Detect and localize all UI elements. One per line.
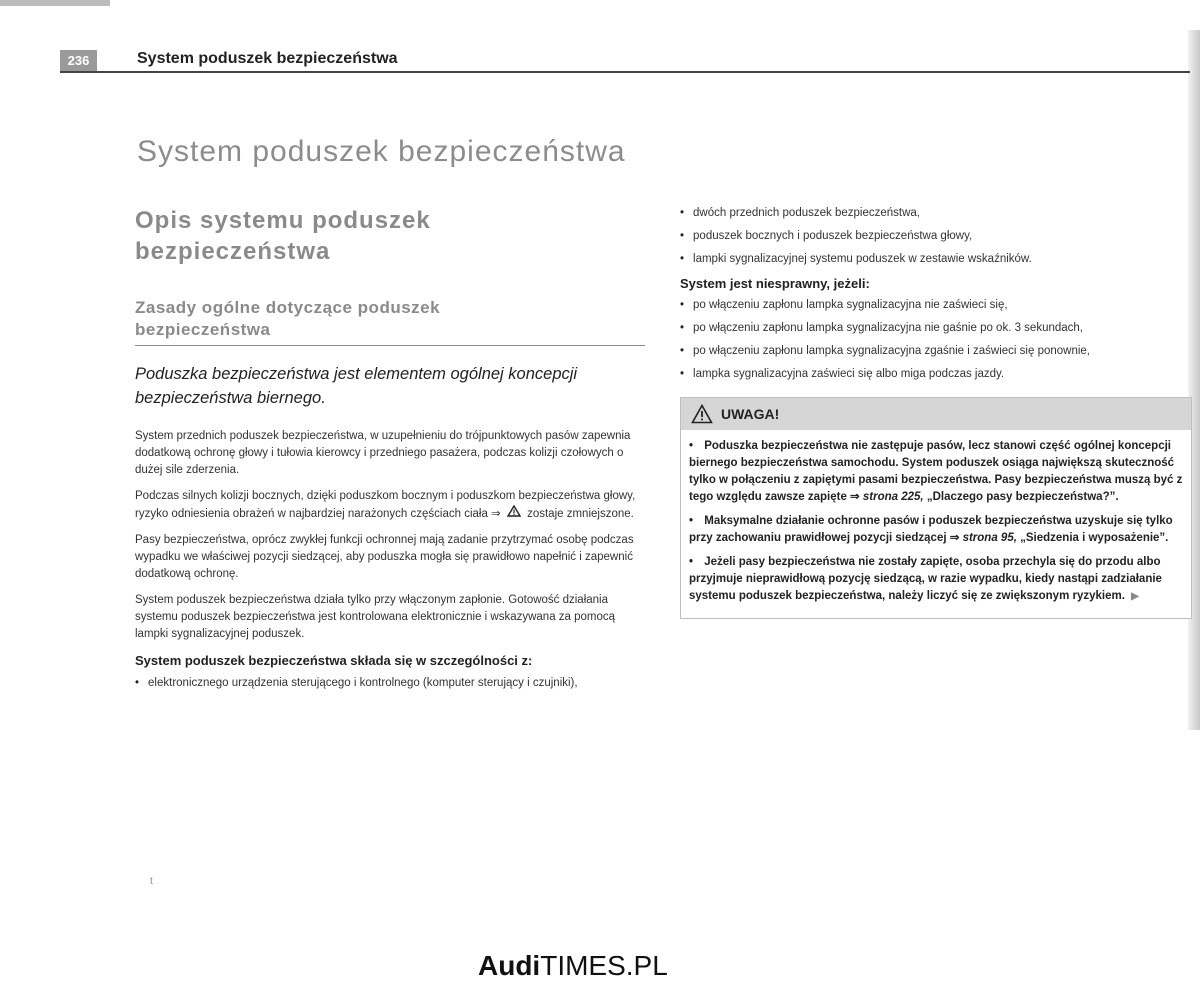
composition-item: • elektronicznego urządzenia sterującego i kontrolnego (komputer sterujący i czujniki), xyxy=(135,675,645,692)
warning-label: UWAGA! xyxy=(721,406,780,422)
warning-paragraph xyxy=(689,438,1185,506)
composition-item: • poduszek bocznych i poduszek bezpieczeństwa głowy, xyxy=(680,228,1190,245)
section-title-line1: Opis systemu poduszek xyxy=(135,207,431,234)
paragraph-side-airbags-text: Podczas silnych kolizji bocznych, dzięki poduszkom bocznym i poduszkom bezpieczeństwa głowy, ryzyko odniesienia obrażeń w najbardziej narażonych częściach ciała ⇒ xyxy=(135,490,636,520)
chapter-title: System poduszek bezpieczeństwa xyxy=(137,135,626,168)
running-header: System poduszek bezpieczeństwa xyxy=(137,50,398,67)
section-title xyxy=(135,205,645,267)
footer-watermark xyxy=(478,950,668,982)
faulty-item: • lampka sygnalizacyjna zaświeci się albo miga podczas jazdy. xyxy=(680,366,1190,383)
warning-body xyxy=(681,430,1191,618)
header-rule xyxy=(60,71,1190,73)
warning-p2-tail: „Siedzenia i wyposażenie”. xyxy=(1020,532,1169,544)
faulty-heading: System jest niesprawny, jeżeli: xyxy=(680,276,870,291)
paragraph-ignition: System poduszek bezpieczeństwa działa tylko przy włączonym zapłonie. Gotowość działania systemu poduszek bezpieczeństwa jest kontrolowana elektronicznie i wskazywana za pomocą lampki sygnalizacyjnej poduszek. xyxy=(135,594,616,640)
page-edge-shadow xyxy=(0,0,110,6)
lead-paragraph: Poduszka bezpieczeństwa jest elementem ogólnej koncepcji bezpieczeństwa biernego. xyxy=(135,365,578,407)
faulty-item: • po włączeniu zapłonu lampka sygnalizacyjna nie gaśnie po ok. 3 sekundach, xyxy=(680,320,1190,337)
page-reference-link[interactable]: strona 225, xyxy=(862,491,924,503)
continue-arrow-icon: ▶ xyxy=(1131,591,1139,602)
footer-site: TIMES.PL xyxy=(540,950,668,981)
page-number: 236 xyxy=(60,50,97,72)
composition-heading: System poduszek bezpieczeństwa składa się w szczególności z: xyxy=(135,653,533,668)
subsection-title xyxy=(135,297,645,346)
warning-p3-text: Jeżeli pasy bezpieczeństwa nie zostały zapięte, osoba przechyla się do przodu albo przyjmuje nieprawidłową pozycję siedzącą, w razie wypadku, kiedy nastąpi zadziałanie systemu poduszek bezpieczeństwa, należy liczyć się ze zwiększonym ryzykiem. xyxy=(689,556,1162,602)
warning-p2-text: Maksymalne działanie ochronne pasów i poduszek bezpieczeństwa uzyskuje się tylko przy zachowaniu prawidłowej pozycji siedzącej ⇒ xyxy=(689,515,1173,544)
paragraph-front-airbags: System przednich poduszek bezpieczeństwa, w uzupełnieniu do trójpunktowych pasów zapewnia dodatkową ochronę głowy i tułowia kierowcy i przedniego pasażera, podczas kolizji czołowych o dużej sile zderzenia. xyxy=(135,430,631,476)
warning-box xyxy=(680,397,1192,619)
warning-paragraph xyxy=(689,513,1185,547)
warning-p1-text: Poduszka bezpieczeństwa nie zastępuje pasów, lecz stanowi część ogólnej koncepcji biernego bezpieczeństwa samochodu. System poduszek osiąga największą skuteczność tylko w połączeniu z zapiętymi pasami bezpieczeństwa. Pasy bezpieczeństwa muszą być z tego względu zawsze zapięte ⇒ xyxy=(689,440,1183,503)
paragraph-side-airbags-end: zostaje zmniejszone. xyxy=(527,508,634,520)
warning-triangle-icon xyxy=(507,505,521,522)
warning-paragraph xyxy=(689,554,1185,605)
stray-mark: t xyxy=(150,876,153,887)
faulty-item: • po włączeniu zapłonu lampka sygnalizacyjna zgaśnie i zaświeci się ponownie, xyxy=(680,343,1190,360)
left-column xyxy=(135,205,645,698)
page-reference-link[interactable]: strona 95, xyxy=(962,532,1017,544)
subsection-title-line1: Zasady ogólne dotyczące poduszek xyxy=(135,298,441,317)
section-title-line2: bezpieczeństwa xyxy=(135,238,331,265)
warning-triangle-icon xyxy=(691,404,713,424)
subsection-title-line2: bezpieczeństwa xyxy=(135,320,271,339)
faulty-item: • po włączeniu zapłonu lampka sygnalizacyjna nie zaświeci się, xyxy=(680,297,1190,314)
paragraph-side-airbags xyxy=(135,488,645,523)
composition-item: • lampki sygnalizacyjnej systemu poduszek w zestawie wskaźników. xyxy=(680,251,1190,268)
footer-brand: Audi xyxy=(478,950,541,981)
warning-header xyxy=(681,398,1191,430)
paragraph-seatbelts: Pasy bezpieczeństwa, oprócz zwykłej funkcji ochronnej mają zadanie przytrzymać osobę podczas wypadku we właściwej pozycji siedzącej, aby poduszka mogła się prawidłowo napełnić i zapewnić dodatkową ochronę. xyxy=(135,534,634,580)
composition-item: • dwóch przednich poduszek bezpieczeństwa, xyxy=(680,205,1190,222)
warning-p1-tail: „Dlaczego pasy bezpieczeństwa?”. xyxy=(926,491,1119,503)
right-column xyxy=(680,205,1190,619)
